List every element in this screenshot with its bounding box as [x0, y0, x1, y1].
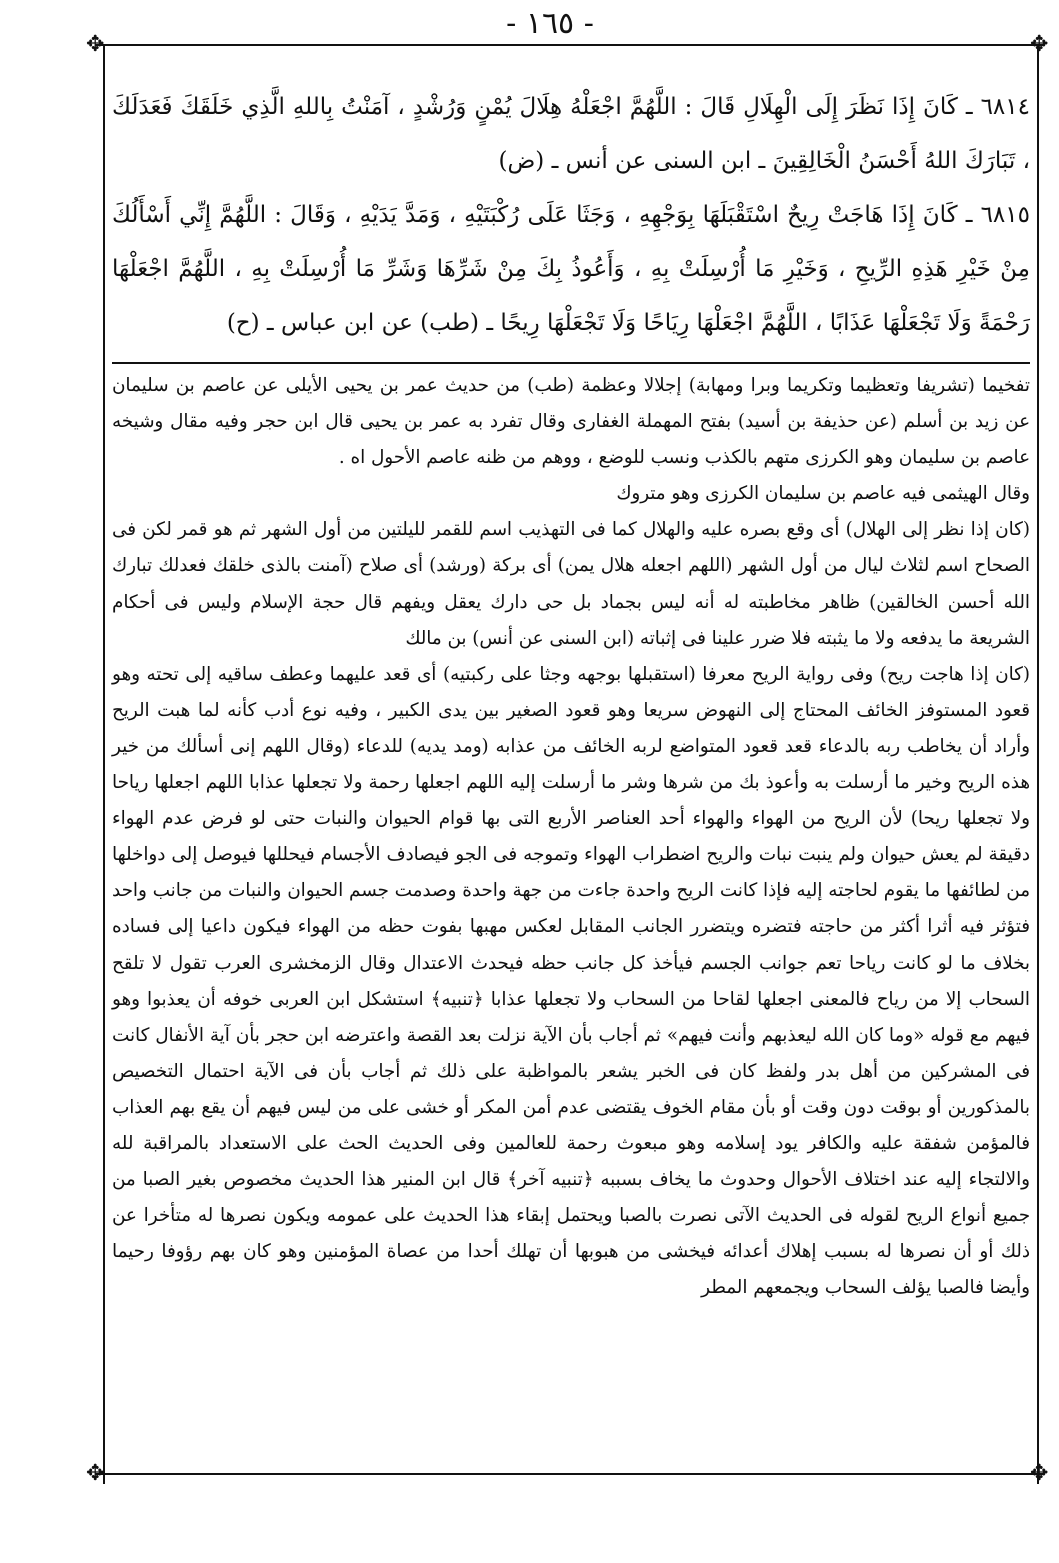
commentary-paragraph: تفخيما (تشريفا وتعظيما وتكريما وبرا ومهابة) إجلالا وعظمة (طب) من حديث عمر بن يحيى الأيلى عن عاصم بن سليمان عن زيد بن أسلم (عن حذيفة بن أسيد) بفتح المهملة الغفارى وقال تفرد به عمر بن يحيى قال ابن حجر وفيه مقال وشيخه عاصم بن سليمان وهو الكرزى متهم بالكذب ونسب للوضع ، ووهم من ظنه عاصم الأحول اه .: [112, 375, 1030, 469]
corner-ornament-icon: ✥: [86, 1461, 105, 1486]
corner-ornament-icon: ✥: [1030, 1461, 1049, 1486]
commentary-paragraph: وقال الهيثمى فيه عاصم بن سليمان الكرزى وهو متروك: [616, 483, 1030, 505]
page-border-bottom: [95, 1473, 1043, 1475]
section-divider: [112, 362, 1030, 364]
commentary-block: [112, 368, 1030, 1306]
hadith-6814: ٦٨١٤ ـ كَانَ إِذَا نَظَرَ إِلَى الْهِلَالِ قَالَ : اللَّهُمَّ اجْعَلْهُ هِلَالَ يُمْنٍ وَرُشْدٍ ، آمَنْتُ بِاللهِ الَّذِي خَلَقَكَ فَعَدَلَكَ ، تَبَارَكَ اللهُ أَحْسَنُ الْخَالِقِينَ ـ ابن السنى عن أنس ـ (ض): [112, 94, 1030, 174]
page-border-top: [95, 44, 1043, 46]
corner-ornament-icon: ✥: [1030, 32, 1049, 57]
page-number: - ١٦٥ -: [460, 6, 640, 42]
page-border-left: [103, 44, 105, 1484]
corner-ornament-icon: ✥: [86, 32, 105, 57]
hadith-6815: ٦٨١٥ ـ كَانَ إِذَا هَاجَتْ رِيحٌ اسْتَقْبَلَهَا بِوَجْهِهِ ، وَجَثَا عَلَى رُكْبَتَيْهِ ، وَمَدَّ يَدَيْهِ ، وَقَالَ : اللَّهُمَّ إِنِّي أَسْأَلُكَ مِنْ خَيْرِ هَذِهِ الرِّيحِ ، وَخَيْرِ مَا أُرْسِلَتْ بِهِ ، وَأَعُوذُ بِكَ مِنْ شَرِّهَا وَشَرِّ مَا أُرْسِلَتْ بِهِ ، اللَّهُمَّ اجْعَلْهَا رَحْمَةً وَلَا تَجْعَلْهَا عَذَابًا ، اللَّهُمَّ اجْعَلْهَا رِيَاحًا وَلَا تَجْعَلْهَا رِيحًا ـ (طب) عن ابن عباس ـ (ح): [112, 202, 1030, 336]
commentary-paragraph: (كان إذا نظر إلى الهلال) أى وقع بصره عليه والهلال كما فى التهذيب اسم للقمر لليلتين من أول الشهر ثم هو قمر لكن فى الصحاح اسم لثلاث ليال من أول الشهر (اللهم اجعله هلال يمن) أى بركة (ورشد) أى صلاح (آمنت بالذى خلقك فعدلك تبارك الله أحسن الخالقين) ظاهر مخاطبته له أنه ليس بجماد بل حى دارك يعقل ويفهم قال حجة الإسلام وليس فى أحكام الشريعة ما يدفعه ولا ما يثبته فلا ضرر علينا فى إثباته (ابن السنى عن أنس) بن مالك: [112, 519, 1030, 649]
hadith-text-block: [112, 80, 1030, 350]
commentary-paragraph: (كان إذا هاجت ريح) وفى رواية الريح معرفا (استقبلها بوجهه وجثا على ركبتيه) أى قعد عليهما وعطف ساقيه إلى تحته وهو قعود المستوفز الخائف المحتاج إلى النهوض سريعا وهو قعود الصغير بين يدى الكبير ، وفيه نوع أدب كأنه لما هبت الريح وأراد أن يخاطب ربه بالدعاء قعد قعود المتواضع لربه الخائف من عذابه (ومد يديه) للدعاء (وقال اللهم إنى أسألك من خير هذه الريح وخير ما أرسلت به وأعوذ بك من شرها وشر ما أرسلت إليه اللهم اجعلها رحمة ولا تجعلها عذابا اللهم اجعلها رياحا ولا تجعلها ريحا) لأن الريح من الهواء والهواء أحد العناصر الأربع التى بها قوام الحيوان والنبات حتى لو فرض عدم الهواء دقيقة لم يعش حيوان ولم ينبت نبات والريح اضطراب الهواء وتموجه فى الجو فيصادف الأجسام فيحللها فيوصل إلى دواخلها من لطائفها ما يقوم لحاجته إليه فإذا كانت الريح واحدة جاءت من جهة واحدة وصدمت جسم الحيوان والنبات من جانب واحد فتؤثر فيه أثرا أكثر من حاجته فتضره ويتضرر الجانب المقابل لعكس مهبها بفوت حظه من الهواء فيكون داعيا إلى فساده بخلاف ما لو كانت رياحا تعم جوانب الجسم فيأخذ كل جانب حظه فيحدث الاعتدال وقال الزمخشرى العرب تقول لا تلقح السحاب إلا من رياح فالمعنى اجعلها لقاحا من السحاب ولا تجعلها عذابا ﴿تنبيه﴾ استشكل ابن العربى خوفه أن يعذبوا وهو فيهم مع قوله «وما كان الله ليعذبهم وأنت فيهم» ثم أجاب بأن الآية نزلت بعد القصة واعترضه ابن حجر بأن آية الأنفال كانت فى المشركين من أهل بدر ولفظ كان فى الخبر يشعر بالمواظبة على ذلك ثم أجاب بأن فى الآية احتمال التخصيص بالمذكورين أو بوقت دون وقت أو بأن مقام الخوف يقتضى عدم أمن المكر أو خشى على من ليس فيهم أن يقع بهم العذاب فالمؤمن شفقة عليه والكافر يود إسلامه وهو مبعوث رحمة للعالمين وفى الحديث الحث على الاستعداد بالمراقبة لله والالتجاء إليه عند اختلاف الأحوال وحدوث ما يخاف بسببه ﴿تنبيه آخر﴾ قال ابن المنير هذا الحديث مخصوص بغير الصبا من جميع أنواع الريح لقوله فى الحديث الآتى نصرت بالصبا ويحتمل إبقاء هذا الحديث على عمومه ويكون نصرها له متأخرا عن ذلك أو أن نصرها له بسبب إهلاك أعدائه فيخشى من هبوبها أن تهلك أحدا من عصاة المؤمنين وهو كان بهم رؤوفا رحيما وأيضا فالصبا يؤلف السحاب ويجمعهم المطر: [112, 663, 1030, 1299]
page-border-right: [1037, 44, 1039, 1484]
